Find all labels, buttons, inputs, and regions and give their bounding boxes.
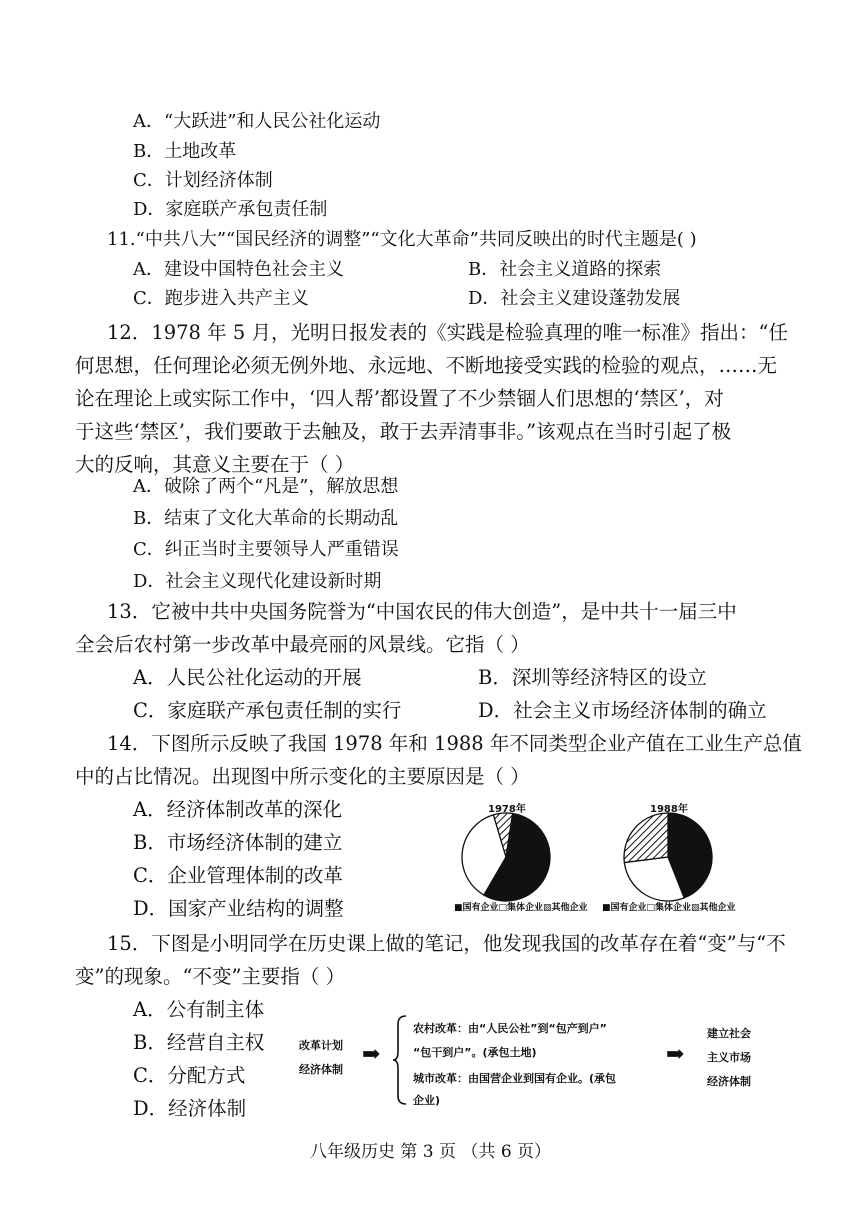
chart-1988-title: 1988年 [650, 804, 688, 815]
q11-option-a: A．建设中国特色社会主义 [133, 259, 344, 280]
notes-middle-line: 企业) [413, 1094, 441, 1107]
q12-stem-line: 论在理论上或实际工作中，‘四人帮’都设置了不少禁锢人们思想的‘禁区’，对 [75, 387, 724, 410]
notes-right-line: 建立社会 [707, 1027, 751, 1040]
q10-option-c: C．计划经济体制 [133, 170, 273, 191]
q12-option-a: A．破除了两个“凡是”，解放思想 [133, 476, 399, 497]
q12-stem-line: 于这些‘禁区’，我们要敢于去触及，敢于去弄清事非。”该观点在当时引起了极 [75, 420, 732, 443]
q12-stem-line: 何思想，任何理论必须无例外地、永远地、不断地接受实践的检验的观点，……无 [75, 354, 778, 377]
notes-middle-line: 农村改革：由“人民公社”到“包产到户” [413, 1022, 607, 1035]
notes-left-line: 经济体制 [299, 1063, 343, 1076]
q15-option-a: A．公有制主体 [133, 998, 265, 1021]
brace-icon [392, 1014, 408, 1106]
q15-option-b: B．经营自主权 [133, 1031, 265, 1054]
notes-middle-line: 城市改革：由国营企业到国有企业。(承包 [413, 1072, 617, 1085]
q12-option-b: B．结束了文化大革命的长期动乱 [133, 508, 399, 529]
q13-stem-line: 13．它被中共中央国务院誉为“中国农民的伟大创造”，是中共十一届三中 [107, 600, 737, 623]
arrow-right-icon: ➡ [666, 1042, 685, 1067]
q14-stem-line: 中的占比情况。出现图中所示变化的主要原因是（ ） [75, 765, 530, 788]
notes-left-line: 改革计划 [299, 1039, 343, 1052]
q12-stem-line: 大的反响，其意义主要在于（ ） [75, 453, 355, 476]
q10-option-d: D．家庭联产承包责任制 [133, 199, 328, 220]
q14-option-a: A．经济体制改革的深化 [133, 798, 343, 821]
q10-option-b: B．土地改革 [133, 141, 237, 162]
q14-stem-line: 14．下图所示反映了我国 1978 年和 1988 年不同类型企业产值在工业生产总值 [107, 732, 802, 755]
q15-stem-line: 变”的现象。“不变”主要指（ ） [75, 965, 346, 988]
chart-1978-title: 1978年 [488, 804, 526, 815]
q14-option-c: C．企业管理体制的改革 [133, 864, 343, 887]
q15-stem-line: 15．下图是小明同学在历史课上做的笔记，他发现我国的改革存在着“变”与“不 [107, 932, 786, 955]
notes-middle-line: “包干到户”。(承包土地) [413, 1046, 537, 1059]
q12-option-c: C．纠正当时主要领导人严重错误 [133, 539, 399, 560]
q10-option-a: A．“大跃进”和人民公社化运动 [133, 111, 381, 132]
q11-option-d: D．社会主义建设蓬勃发展 [468, 288, 681, 309]
q13-option-a: A．人民公社化运动的开展 [133, 666, 362, 689]
notes-right-line: 主义市场 [707, 1051, 751, 1064]
q15-option-d: D．经济体制 [133, 1097, 247, 1120]
page-footer: 八年级历史 第 3 页 （共 6 页） [310, 1142, 552, 1162]
q13-option-d: D．社会主义市场经济体制的确立 [478, 699, 767, 722]
chart-1988-legend: ■国有企业□集体企业▨其他企业 [602, 903, 736, 913]
q14-option-d: D．国家产业结构的调整 [133, 897, 344, 920]
q13-option-c: C．家庭联产承包责任制的实行 [133, 699, 402, 722]
q15-option-c: C．分配方式 [133, 1064, 246, 1087]
q11-option-b: B．社会主义道路的探索 [468, 259, 662, 280]
pie-1988-slice-其他企业 [624, 813, 668, 863]
q11-stem: 11.“中共八大”“国民经济的调整”“文化大革命”共同反映出的时代主题是( ) [107, 229, 697, 250]
notes-right-line: 经济体制 [707, 1075, 751, 1088]
q13-stem-line: 全会后农村第一步改革中最亮丽的风景线。它指（ ） [75, 633, 530, 656]
q12-stem-line: 12．1978 年 5 月，光明日报发表的《实践是检验真理的唯一标准》指出：“任 [107, 321, 788, 344]
q12-option-d: D．社会主义现代化建设新时期 [133, 571, 382, 592]
q11-option-c: C．跑步进入共产主义 [133, 288, 309, 309]
q14-option-b: B．市场经济体制的建立 [133, 831, 343, 854]
q13-option-b: B．深圳等经济特区的设立 [478, 666, 707, 689]
arrow-right-icon: ➡ [362, 1042, 381, 1067]
chart-1978-legend: ■国有企业□集体企业▨其他企业 [454, 903, 588, 913]
